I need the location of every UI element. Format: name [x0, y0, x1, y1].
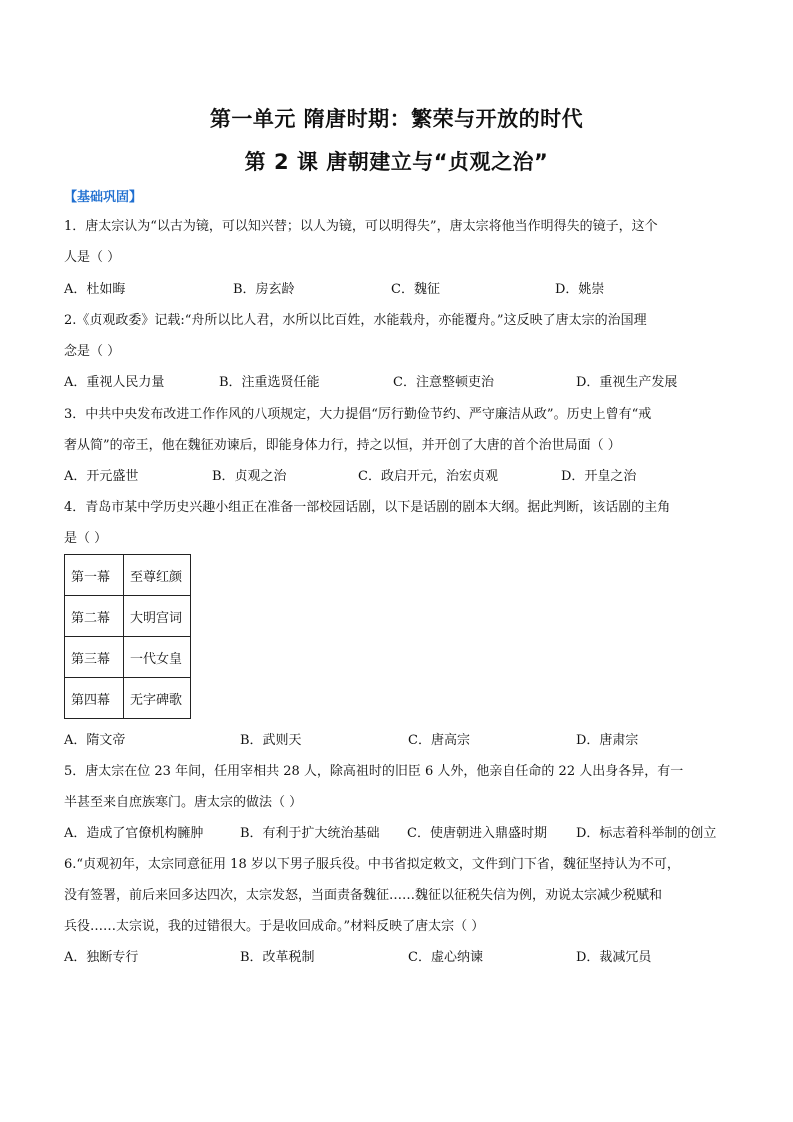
q5-stem-line2: 半甚至来自庶族寒门。唐太宗的做法（ ）	[64, 795, 303, 810]
q4-option-a: A．隋文帝	[64, 733, 126, 748]
q2-stem-line1: 2.《贞观政委》记载:“舟所以比人君，水所以比百姓，水能载舟，亦能覆舟。”这反映了唐太宗的治国理	[64, 313, 647, 328]
act-title-cell: 一代女皇	[124, 637, 191, 678]
act-cell: 第一幕	[65, 555, 124, 596]
act-cell: 第四幕	[65, 678, 124, 719]
q6-stem-line3: 兵役……太宗说，我的过错很大。于是收回成命。”材料反映了唐太宗（ ）	[64, 919, 485, 934]
q1-option-c: C．魏征	[391, 282, 440, 297]
table-row	[65, 637, 191, 678]
q2-option-d: D．重视生产发展	[576, 375, 678, 390]
q3-option-a: A．开元盛世	[64, 469, 139, 484]
section-label: 【基础巩固】	[64, 190, 143, 205]
table-row	[65, 678, 191, 719]
q1-option-b: B．房玄龄	[233, 282, 295, 297]
q6-stem-line2: 没有签署，前后来回多达四次，太宗发怒，当面责备魏征……魏征以征税失信为例，劝说太宗减少税赋和	[64, 888, 663, 903]
act-title-cell: 无字碑歌	[124, 678, 191, 719]
q1-stem-line1: 1．唐太宗认为“以古为镜，可以知兴替；以人为镜，可以明得失”，唐太宗将他当作明得失的镜子，这个	[64, 219, 658, 234]
q4-option-b: B．武则天	[240, 733, 302, 748]
q4-option-d: D．唐肃宗	[576, 733, 639, 748]
q1-stem-line2: 人是（ ）	[64, 250, 121, 265]
unit-title: 第一单元 隋唐时期：繁荣与开放的时代	[209, 107, 584, 131]
q6-option-a: A．独断专行	[64, 950, 139, 965]
lesson-title: 第 2 课 唐朝建立与“贞观之治”	[244, 150, 549, 174]
q3-option-d: D．开皇之治	[561, 469, 637, 484]
act-cell: 第三幕	[65, 637, 124, 678]
q6-option-d: D．裁减冗员	[576, 950, 652, 965]
q5-option-a: A．造成了官僚机构臃肿	[64, 826, 204, 841]
q3-stem-line2: 奢从简”的帝王，他在魏征劝谏后，即能身体力行，持之以恒，并开创了大唐的首个治世局面（ ）	[64, 438, 621, 453]
q3-stem-line1: 3．中共中央发布改进工作作风的八项规定，大力提倡“厉行勤俭节约、严守廉洁从政”。历史上曾有“戒	[64, 407, 652, 422]
script-outline-table	[64, 554, 191, 719]
q4-stem-line2: 是（ ）	[64, 531, 108, 546]
q1-option-d: D．姚崇	[555, 282, 605, 297]
table-row	[65, 555, 191, 596]
q5-stem-line1: 5．唐太宗在位 23 年间，任用宰相共 28 人，除高祖时的旧臣 6 人外，他亲自任命的 22 人出身各异，有一	[64, 764, 684, 779]
act-title-cell: 至尊红颜	[124, 555, 191, 596]
q2-option-c: C．注意整顿吏治	[393, 375, 494, 390]
q4-stem-line1: 4．青岛市某中学历史兴趣小组正在准备一部校园话剧，以下是话剧的剧本大纲。据此判断，该话剧的主角	[64, 500, 671, 515]
q6-option-b: B．改革税制	[240, 950, 315, 965]
q2-stem-line2: 念是（ ）	[64, 344, 121, 359]
q2-option-a: A．重视人民力量	[64, 375, 165, 390]
q4-option-c: C．唐高宗	[408, 733, 470, 748]
q6-stem-line1: 6.“贞观初年，太宗同意征用 18 岁以下男子服兵役。中书省拟定敕文，文件到门下省，魏征坚持认为不可，	[64, 857, 680, 872]
q5-option-d: D．标志着科举制的创立	[576, 826, 717, 841]
q2-option-b: B．注重选贤任能	[219, 375, 320, 390]
q3-option-b: B．贞观之治	[212, 469, 287, 484]
act-title-cell: 大明宫词	[124, 596, 191, 637]
q6-option-c: C．虚心纳谏	[408, 950, 483, 965]
q5-option-b: B．有利于扩大统治基础	[240, 826, 380, 841]
q1-option-a: A．杜如晦	[64, 282, 126, 297]
q3-option-c: C．政启开元，治宏贞观	[358, 469, 498, 484]
table-row	[65, 596, 191, 637]
act-cell: 第二幕	[65, 596, 124, 637]
q5-option-c: C．使唐朝进入鼎盛时期	[407, 826, 547, 841]
